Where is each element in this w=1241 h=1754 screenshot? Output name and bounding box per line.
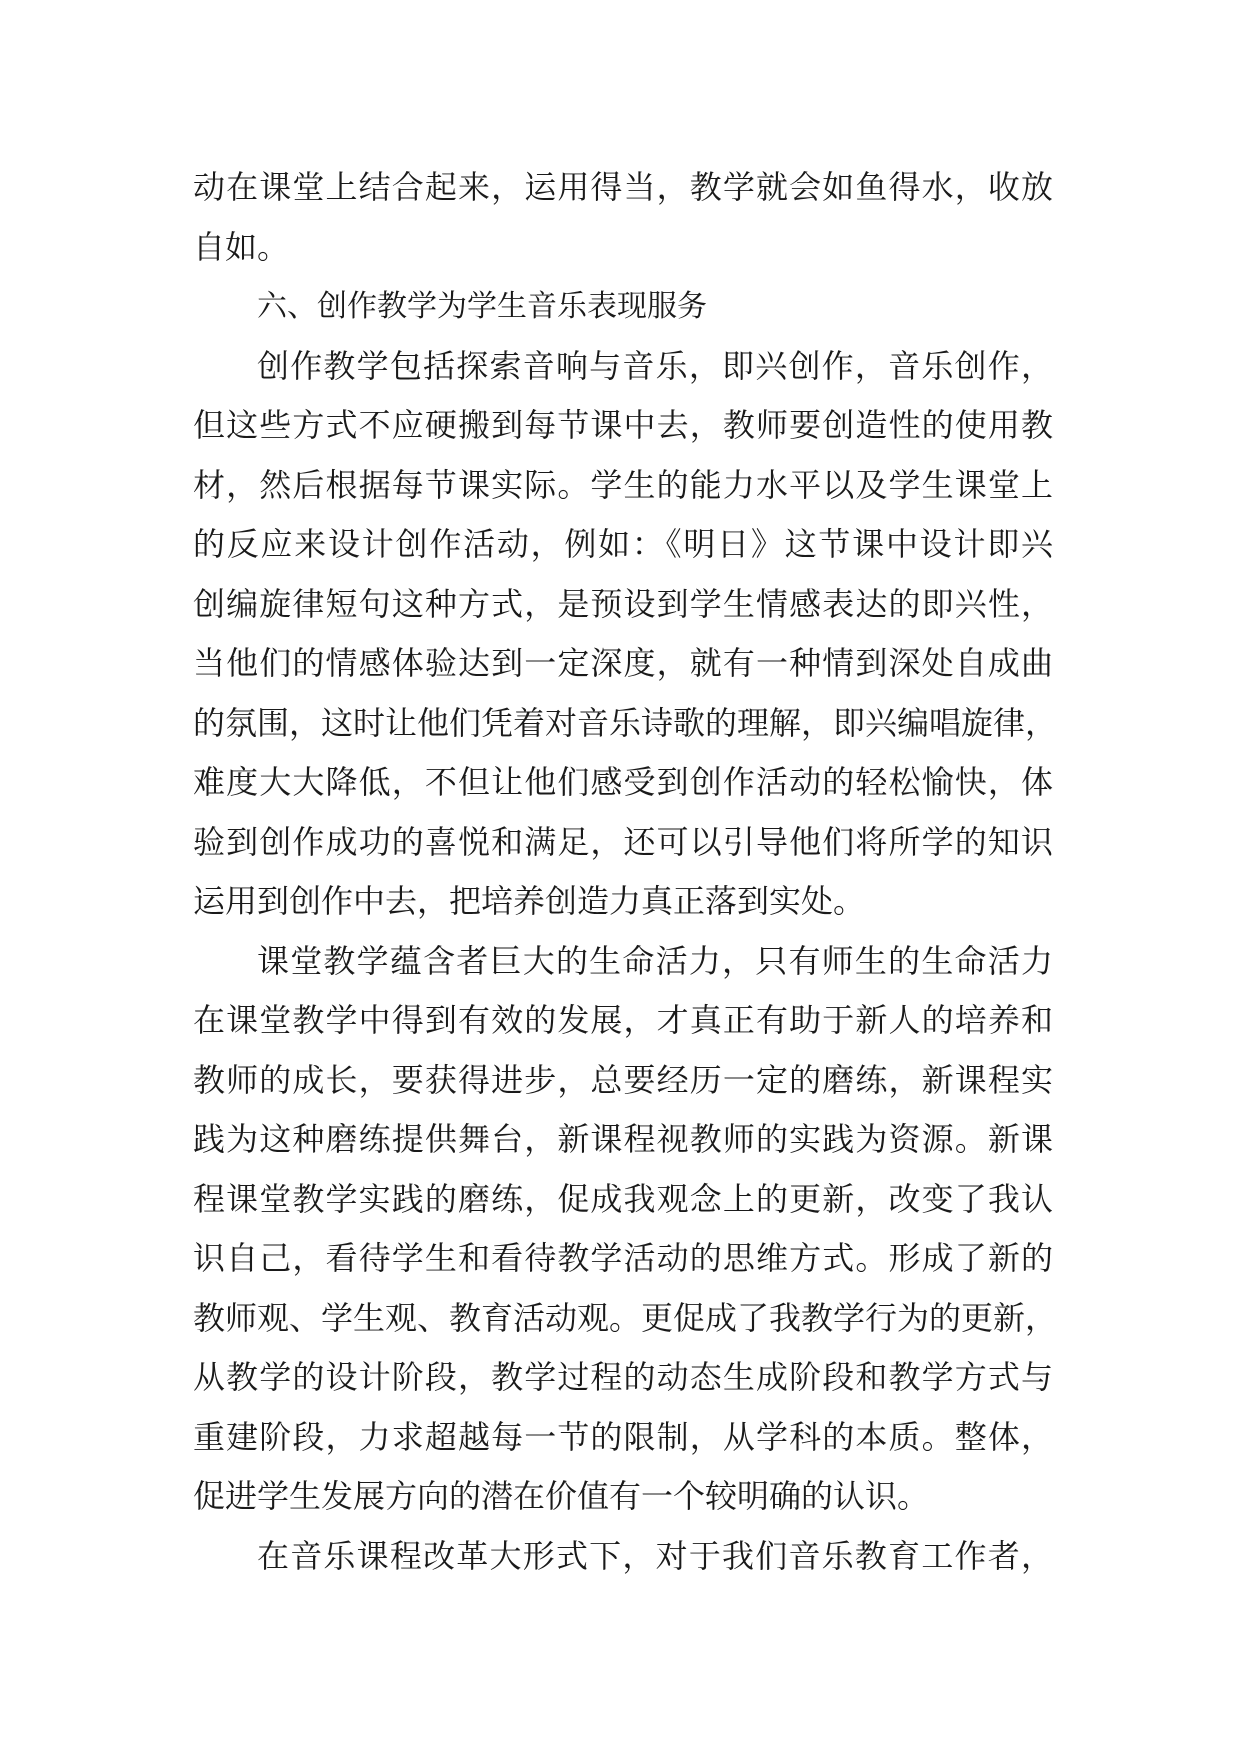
paragraph-first-line: 在音乐课程改革大形式下，对于我们音乐教育工作者， — [257, 1536, 1053, 1575]
paragraph-first-line: 创作教学包括探索音响与音乐，即兴创作，音乐创作， — [257, 346, 1053, 385]
text-line: 在课堂教学中得到有效的发展，才真正有助于新人的培养和 — [193, 1001, 1053, 1039]
text-line: 创编旋律短句这种方式，是预设到学生情感表达的即兴性， — [193, 584, 1053, 623]
text-line: 材，然后根据每节课实际。学生的能力水平以及学生课堂上 — [193, 465, 1053, 504]
text-line: 当他们的情感体验达到一定深度，就有一种情到深处自成曲 — [193, 644, 1053, 682]
text-line: 教师的成长，要获得进步，总要经历一定的磨练，新课程实 — [193, 1060, 1053, 1099]
body-text — [193, 158, 1058, 1586]
text-line: 运用到创作中去，把培养创造力真正落到实处。 — [193, 882, 866, 920]
text-line: 验到创作成功的喜悦和满足，还可以引导他们将所学的知识 — [193, 822, 1053, 861]
text-line: 程课堂教学实践的磨练，促成我观念上的更新，改变了我认 — [193, 1179, 1053, 1218]
text-line: 的氛围，这时让他们凭着对音乐诗歌的理解，即兴编唱旋律， — [193, 703, 1058, 742]
text-line: 的反应来设计创作活动，例如：《明日》这节课中设计即兴 — [193, 525, 1053, 563]
text-line: 促进学生发展方向的潜在价值有一个较明确的认识。 — [193, 1477, 930, 1515]
text-line: 践为这种磨练提供舞台，新课程视教师的实践为资源。新课 — [193, 1120, 1053, 1158]
section-heading: 六、创作教学为学生音乐表现服务 — [257, 289, 707, 324]
text-line: 重建阶段，力求超越每一节的限制，从学科的本质。整体， — [193, 1417, 1053, 1456]
text-line: 从教学的设计阶段，教学过程的动态生成阶段和教学方式与 — [193, 1358, 1053, 1396]
text-line: 但这些方式不应硬搬到每节课中去，教师要创造性的使用教 — [193, 406, 1053, 444]
text-line: 难度大大降低，不但让他们感受到创作活动的轻松愉快，体 — [193, 763, 1053, 801]
text-line: 自如。 — [193, 227, 290, 266]
text-line: 动在课堂上结合起来，运用得当，教学就会如鱼得水，收放 — [193, 168, 1053, 206]
text-line: 识自己，看待学生和看待教学活动的思维方式。形成了新的 — [193, 1239, 1053, 1277]
paragraph-first-line: 课堂教学蕴含者巨大的生命活力，只有师生的生命活力 — [257, 941, 1053, 980]
text-line: 教师观、学生观、教育活动观。更促成了我教学行为的更新， — [193, 1298, 1058, 1337]
